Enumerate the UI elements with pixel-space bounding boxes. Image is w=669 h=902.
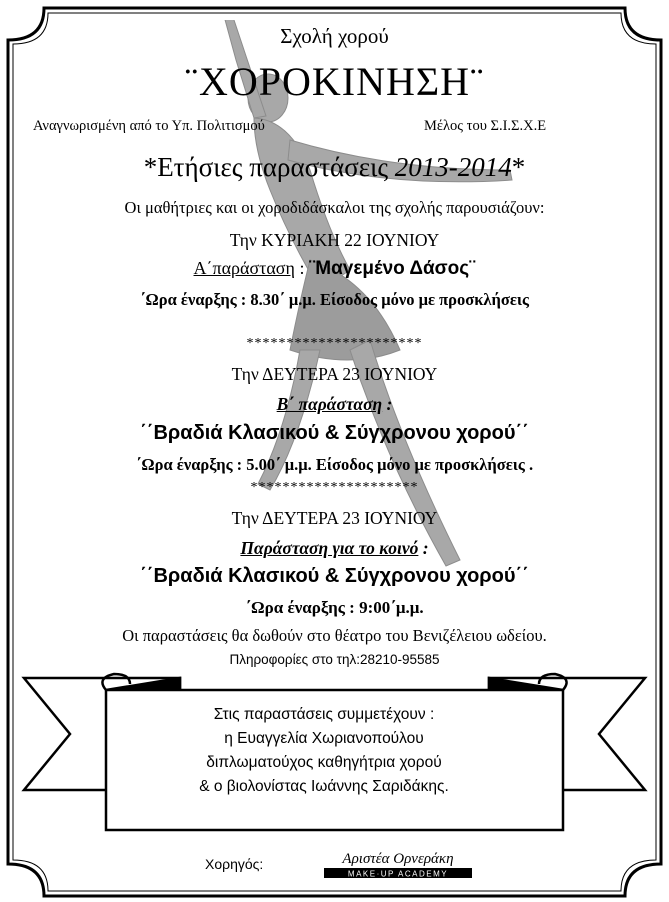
sponsor-logo-sub: MAKE·UP ACADEMY [347, 869, 449, 879]
show3-sep: : [418, 538, 429, 558]
show2-label: Β΄ παράσταση [276, 394, 383, 414]
show3-heading [0, 538, 669, 559]
show1-name: ¨Μαγεμένο Δάσος¨ [308, 258, 476, 279]
show2-sep: : [382, 394, 393, 414]
sponsor-logo [318, 846, 478, 882]
participants-line-3: διπλωματούχος καθηγήτρια χορού [206, 754, 442, 771]
recognition-text: Αναγνωρισμένη από το Υπ. Πολιτισμού [33, 118, 265, 134]
show3-time: ΄Ωρα έναρξης : 9:00΄μ.μ. [245, 598, 424, 617]
membership-text: Μέλος του Σ.Ι.Σ.Χ.Ε [424, 118, 547, 134]
show3-name: ΄΄Βραδιά Κλασικού & Σύγχρονου χορού΄΄ [140, 565, 529, 587]
show2-date: Την ΔΕΥΤΕΡΑ 23 ΙΟΥΝΙΟΥ [231, 364, 438, 384]
participants [108, 703, 540, 799]
info-text: Πληροφορίες στο τηλ:28210-95585 [229, 652, 440, 667]
show3-label: Παράσταση για το κοινό [240, 538, 419, 558]
participants-line-1: Στις παραστάσεις συμμετέχουν : [213, 706, 435, 723]
separator-2: ********************* [250, 480, 419, 495]
school-name: ¨ΧΟΡΟΚΙΝΗΣΗ¨ [184, 59, 485, 104]
show1-date: Την ΚΥΡΙΑΚΗ 22 ΙΟΥΝΙΟΥ [229, 230, 440, 250]
show3-date: Την ΔΕΥΤΕΡΑ 23 ΙΟΥΝΙΟΥ [231, 508, 438, 528]
show2-name: ΄΄Βραδιά Κλασικού & Σύγχρονου χορού΄΄ [140, 422, 529, 444]
intro-text: Οι μαθήτριες και οι χοροδιδάσκαλοι της σχολής παρουσιάζουν: [124, 198, 545, 217]
sponsor-label: Χορηγός: [205, 856, 264, 872]
title-suffix: * [511, 152, 526, 182]
show1-heading [0, 258, 669, 280]
show1-sep: : [294, 258, 309, 278]
show1-time: ΄Ωρα έναρξης : 8.30΄ μ.μ. Είσοδος μόνο με προσκλήσεις [140, 290, 529, 309]
show2-time: ΄Ωρα έναρξης : 5.00΄ μ.μ. Είσοδος μόνο με προσκλήσεις . [135, 455, 534, 474]
school-label: Σχολή χορού [280, 24, 389, 48]
title [0, 152, 669, 183]
separator-1: ********************** [246, 336, 423, 351]
show2-heading [0, 394, 669, 415]
participants-line-4: & ο βιολονίστας Ιωάννης Σαριδάκης. [199, 778, 449, 795]
participants-line-2: η Ευαγγελία Χωριανοπούλου [224, 730, 424, 747]
title-prefix: *Ετήσιες παραστάσεις [143, 152, 389, 182]
title-years: 2013-2014 [388, 152, 512, 182]
venue-text: Οι παραστάσεις θα δωθούν στο θέατρο του Βενιζέλειου ωδείου. [122, 626, 547, 645]
sponsor-logo-name: Αριστέα Ορνεράκη [342, 851, 454, 867]
show1-label: Α΄παράσταση [193, 258, 295, 278]
